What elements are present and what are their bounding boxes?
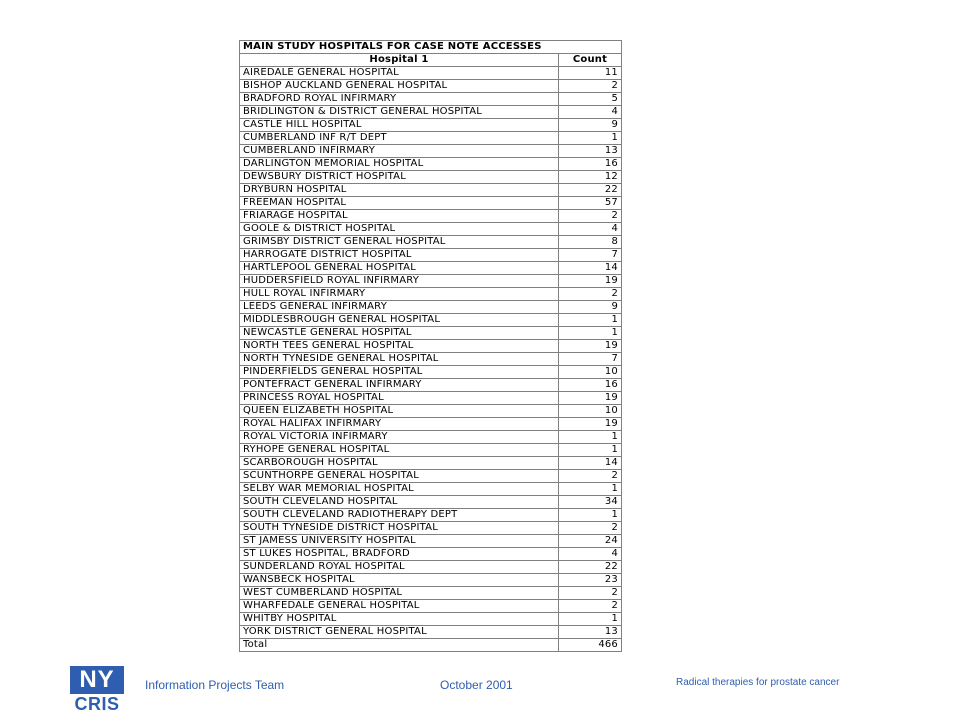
hospital-name-cell: RYHOPE GENERAL HOSPITAL: [240, 444, 559, 457]
hospital-name-cell: WHARFEDALE GENERAL HOSPITAL: [240, 600, 559, 613]
table-row: [240, 301, 622, 314]
hospital-name-cell: SUNDERLAND ROYAL HOSPITAL: [240, 561, 559, 574]
hospital-name-cell: CASTLE HILL HOSPITAL: [240, 119, 559, 132]
table-row: [240, 457, 622, 470]
hospital-name-cell: WANSBECK HOSPITAL: [240, 574, 559, 587]
count-cell: 2: [559, 80, 622, 93]
hospital-name-cell: SCUNTHORPE GENERAL HOSPITAL: [240, 470, 559, 483]
hospital-name-cell: BRADFORD ROYAL INFIRMARY: [240, 93, 559, 106]
hospital-name-cell: HARROGATE DISTRICT HOSPITAL: [240, 249, 559, 262]
table-row: [240, 600, 622, 613]
count-cell: 4: [559, 548, 622, 561]
table-row: [240, 340, 622, 353]
table-row: [240, 574, 622, 587]
table-row: [240, 132, 622, 145]
count-cell: 19: [559, 418, 622, 431]
count-cell: 34: [559, 496, 622, 509]
table-row: [240, 67, 622, 80]
table-row: [240, 262, 622, 275]
table-row: [240, 314, 622, 327]
hospital-name-cell: HULL ROYAL INFIRMARY: [240, 288, 559, 301]
hospital-name-cell: BRIDLINGTON & DISTRICT GENERAL HOSPITAL: [240, 106, 559, 119]
hospital-name-cell: ROYAL HALIFAX INFIRMARY: [240, 418, 559, 431]
count-cell: 23: [559, 574, 622, 587]
hospital-name-cell: LEEDS GENERAL INFIRMARY: [240, 301, 559, 314]
hospital-name-cell: HARTLEPOOL GENERAL HOSPITAL: [240, 262, 559, 275]
hospital-name-cell: MIDDLESBROUGH GENERAL HOSPITAL: [240, 314, 559, 327]
count-cell: 13: [559, 626, 622, 639]
footer-team: Information Projects Team: [145, 678, 285, 692]
table-row: [240, 184, 622, 197]
count-cell: 2: [559, 210, 622, 223]
table-row: [240, 587, 622, 600]
hospital-name-cell: PONTEFRACT GENERAL INFIRMARY: [240, 379, 559, 392]
table-row: [240, 418, 622, 431]
total-label: Total: [240, 639, 559, 652]
hospital-name-cell: ROYAL VICTORIA INFIRMARY: [240, 431, 559, 444]
table-row: [240, 210, 622, 223]
hospital-name-cell: FREEMAN HOSPITAL: [240, 197, 559, 210]
hospital-name-cell: PINDERFIELDS GENERAL HOSPITAL: [240, 366, 559, 379]
table-row: [240, 236, 622, 249]
footer-date: October 2001: [440, 678, 513, 692]
hospital-name-cell: FRIARAGE HOSPITAL: [240, 210, 559, 223]
count-cell: 12: [559, 171, 622, 184]
table-row: [240, 249, 622, 262]
count-cell: 2: [559, 600, 622, 613]
count-cell: 2: [559, 470, 622, 483]
column-header-hospital: Hospital 1: [240, 54, 559, 67]
table-row: [240, 405, 622, 418]
table-title-row: [240, 41, 622, 54]
table-row: [240, 93, 622, 106]
count-cell: 2: [559, 288, 622, 301]
count-cell: 4: [559, 106, 622, 119]
count-cell: 1: [559, 444, 622, 457]
hospitals-table: [239, 40, 622, 652]
table-row: [240, 119, 622, 132]
table-row: [240, 431, 622, 444]
count-cell: 9: [559, 119, 622, 132]
hospital-name-cell: WHITBY HOSPITAL: [240, 613, 559, 626]
hospital-name-cell: WEST CUMBERLAND HOSPITAL: [240, 587, 559, 600]
count-cell: 19: [559, 340, 622, 353]
count-cell: 10: [559, 366, 622, 379]
table-row: [240, 626, 622, 639]
table-row: [240, 496, 622, 509]
hospitals-table-container: [239, 40, 622, 652]
count-cell: 2: [559, 522, 622, 535]
table-row: [240, 535, 622, 548]
nycris-logo: [70, 666, 124, 714]
count-cell: 57: [559, 197, 622, 210]
count-cell: 10: [559, 405, 622, 418]
count-cell: 22: [559, 561, 622, 574]
count-cell: 7: [559, 249, 622, 262]
count-cell: 16: [559, 379, 622, 392]
table-row: [240, 561, 622, 574]
count-cell: 22: [559, 184, 622, 197]
count-cell: 1: [559, 509, 622, 522]
logo-bottom-text: CRIS: [74, 694, 120, 714]
count-cell: 16: [559, 158, 622, 171]
table-row: [240, 158, 622, 171]
hospital-name-cell: HUDDERSFIELD ROYAL INFIRMARY: [240, 275, 559, 288]
hospital-name-cell: NORTH TYNESIDE GENERAL HOSPITAL: [240, 353, 559, 366]
hospital-name-cell: SCARBOROUGH HOSPITAL: [240, 457, 559, 470]
count-cell: 4: [559, 223, 622, 236]
table-row: [240, 106, 622, 119]
table-row: [240, 275, 622, 288]
count-cell: 5: [559, 93, 622, 106]
hospital-name-cell: BISHOP AUCKLAND GENERAL HOSPITAL: [240, 80, 559, 93]
table-row: [240, 80, 622, 93]
hospital-name-cell: SELBY WAR MEMORIAL HOSPITAL: [240, 483, 559, 496]
hospital-name-cell: DARLINGTON MEMORIAL HOSPITAL: [240, 158, 559, 171]
table-row: [240, 483, 622, 496]
hospital-name-cell: CUMBERLAND INFIRMARY: [240, 145, 559, 158]
count-cell: 1: [559, 314, 622, 327]
count-cell: 7: [559, 353, 622, 366]
footer-topic: Radical therapies for prostate cancer: [676, 677, 840, 688]
table-row: [240, 327, 622, 340]
table-row: [240, 223, 622, 236]
table-row: [240, 522, 622, 535]
hospital-name-cell: QUEEN ELIZABETH HOSPITAL: [240, 405, 559, 418]
table-row: [240, 444, 622, 457]
hospital-name-cell: YORK DISTRICT GENERAL HOSPITAL: [240, 626, 559, 639]
table-title: MAIN STUDY HOSPITALS FOR CASE NOTE ACCESSES: [240, 41, 622, 54]
table-row: [240, 145, 622, 158]
hospital-name-cell: AIREDALE GENERAL HOSPITAL: [240, 67, 559, 80]
table-row: [240, 392, 622, 405]
hospital-name-cell: SOUTH CLEVELAND HOSPITAL: [240, 496, 559, 509]
hospital-name-cell: SOUTH CLEVELAND RADIOTHERAPY DEPT: [240, 509, 559, 522]
table-row: [240, 171, 622, 184]
hospital-name-cell: NEWCASTLE GENERAL HOSPITAL: [240, 327, 559, 340]
hospital-name-cell: SOUTH TYNESIDE DISTRICT HOSPITAL: [240, 522, 559, 535]
count-cell: 11: [559, 67, 622, 80]
table-row: [240, 353, 622, 366]
count-cell: 2: [559, 587, 622, 600]
total-value: 466: [559, 639, 622, 652]
table-row: [240, 379, 622, 392]
table-row: [240, 548, 622, 561]
hospital-name-cell: DEWSBURY DISTRICT HOSPITAL: [240, 171, 559, 184]
count-cell: 1: [559, 483, 622, 496]
logo-top-text: NY: [70, 666, 124, 694]
count-cell: 19: [559, 275, 622, 288]
hospital-name-cell: CUMBERLAND INF R/T DEPT: [240, 132, 559, 145]
table-row: [240, 197, 622, 210]
count-cell: 9: [559, 301, 622, 314]
count-cell: 1: [559, 327, 622, 340]
count-cell: 14: [559, 457, 622, 470]
count-cell: 19: [559, 392, 622, 405]
table-row: [240, 470, 622, 483]
hospital-name-cell: ST JAMESS UNIVERSITY HOSPITAL: [240, 535, 559, 548]
hospital-name-cell: NORTH TEES GENERAL HOSPITAL: [240, 340, 559, 353]
count-cell: 1: [559, 132, 622, 145]
hospital-name-cell: ST LUKES HOSPITAL, BRADFORD: [240, 548, 559, 561]
table-row: [240, 366, 622, 379]
total-row: [240, 639, 622, 652]
count-cell: 1: [559, 431, 622, 444]
table-row: [240, 288, 622, 301]
hospital-name-cell: PRINCESS ROYAL HOSPITAL: [240, 392, 559, 405]
table-row: [240, 509, 622, 522]
count-cell: 14: [559, 262, 622, 275]
table-row: [240, 613, 622, 626]
count-cell: 1: [559, 613, 622, 626]
hospital-name-cell: GRIMSBY DISTRICT GENERAL HOSPITAL: [240, 236, 559, 249]
hospital-name-cell: DRYBURN HOSPITAL: [240, 184, 559, 197]
count-cell: 13: [559, 145, 622, 158]
count-cell: 24: [559, 535, 622, 548]
column-header-count: Count: [559, 54, 622, 67]
hospital-name-cell: GOOLE & DISTRICT HOSPITAL: [240, 223, 559, 236]
count-cell: 8: [559, 236, 622, 249]
table-header-row: [240, 54, 622, 67]
